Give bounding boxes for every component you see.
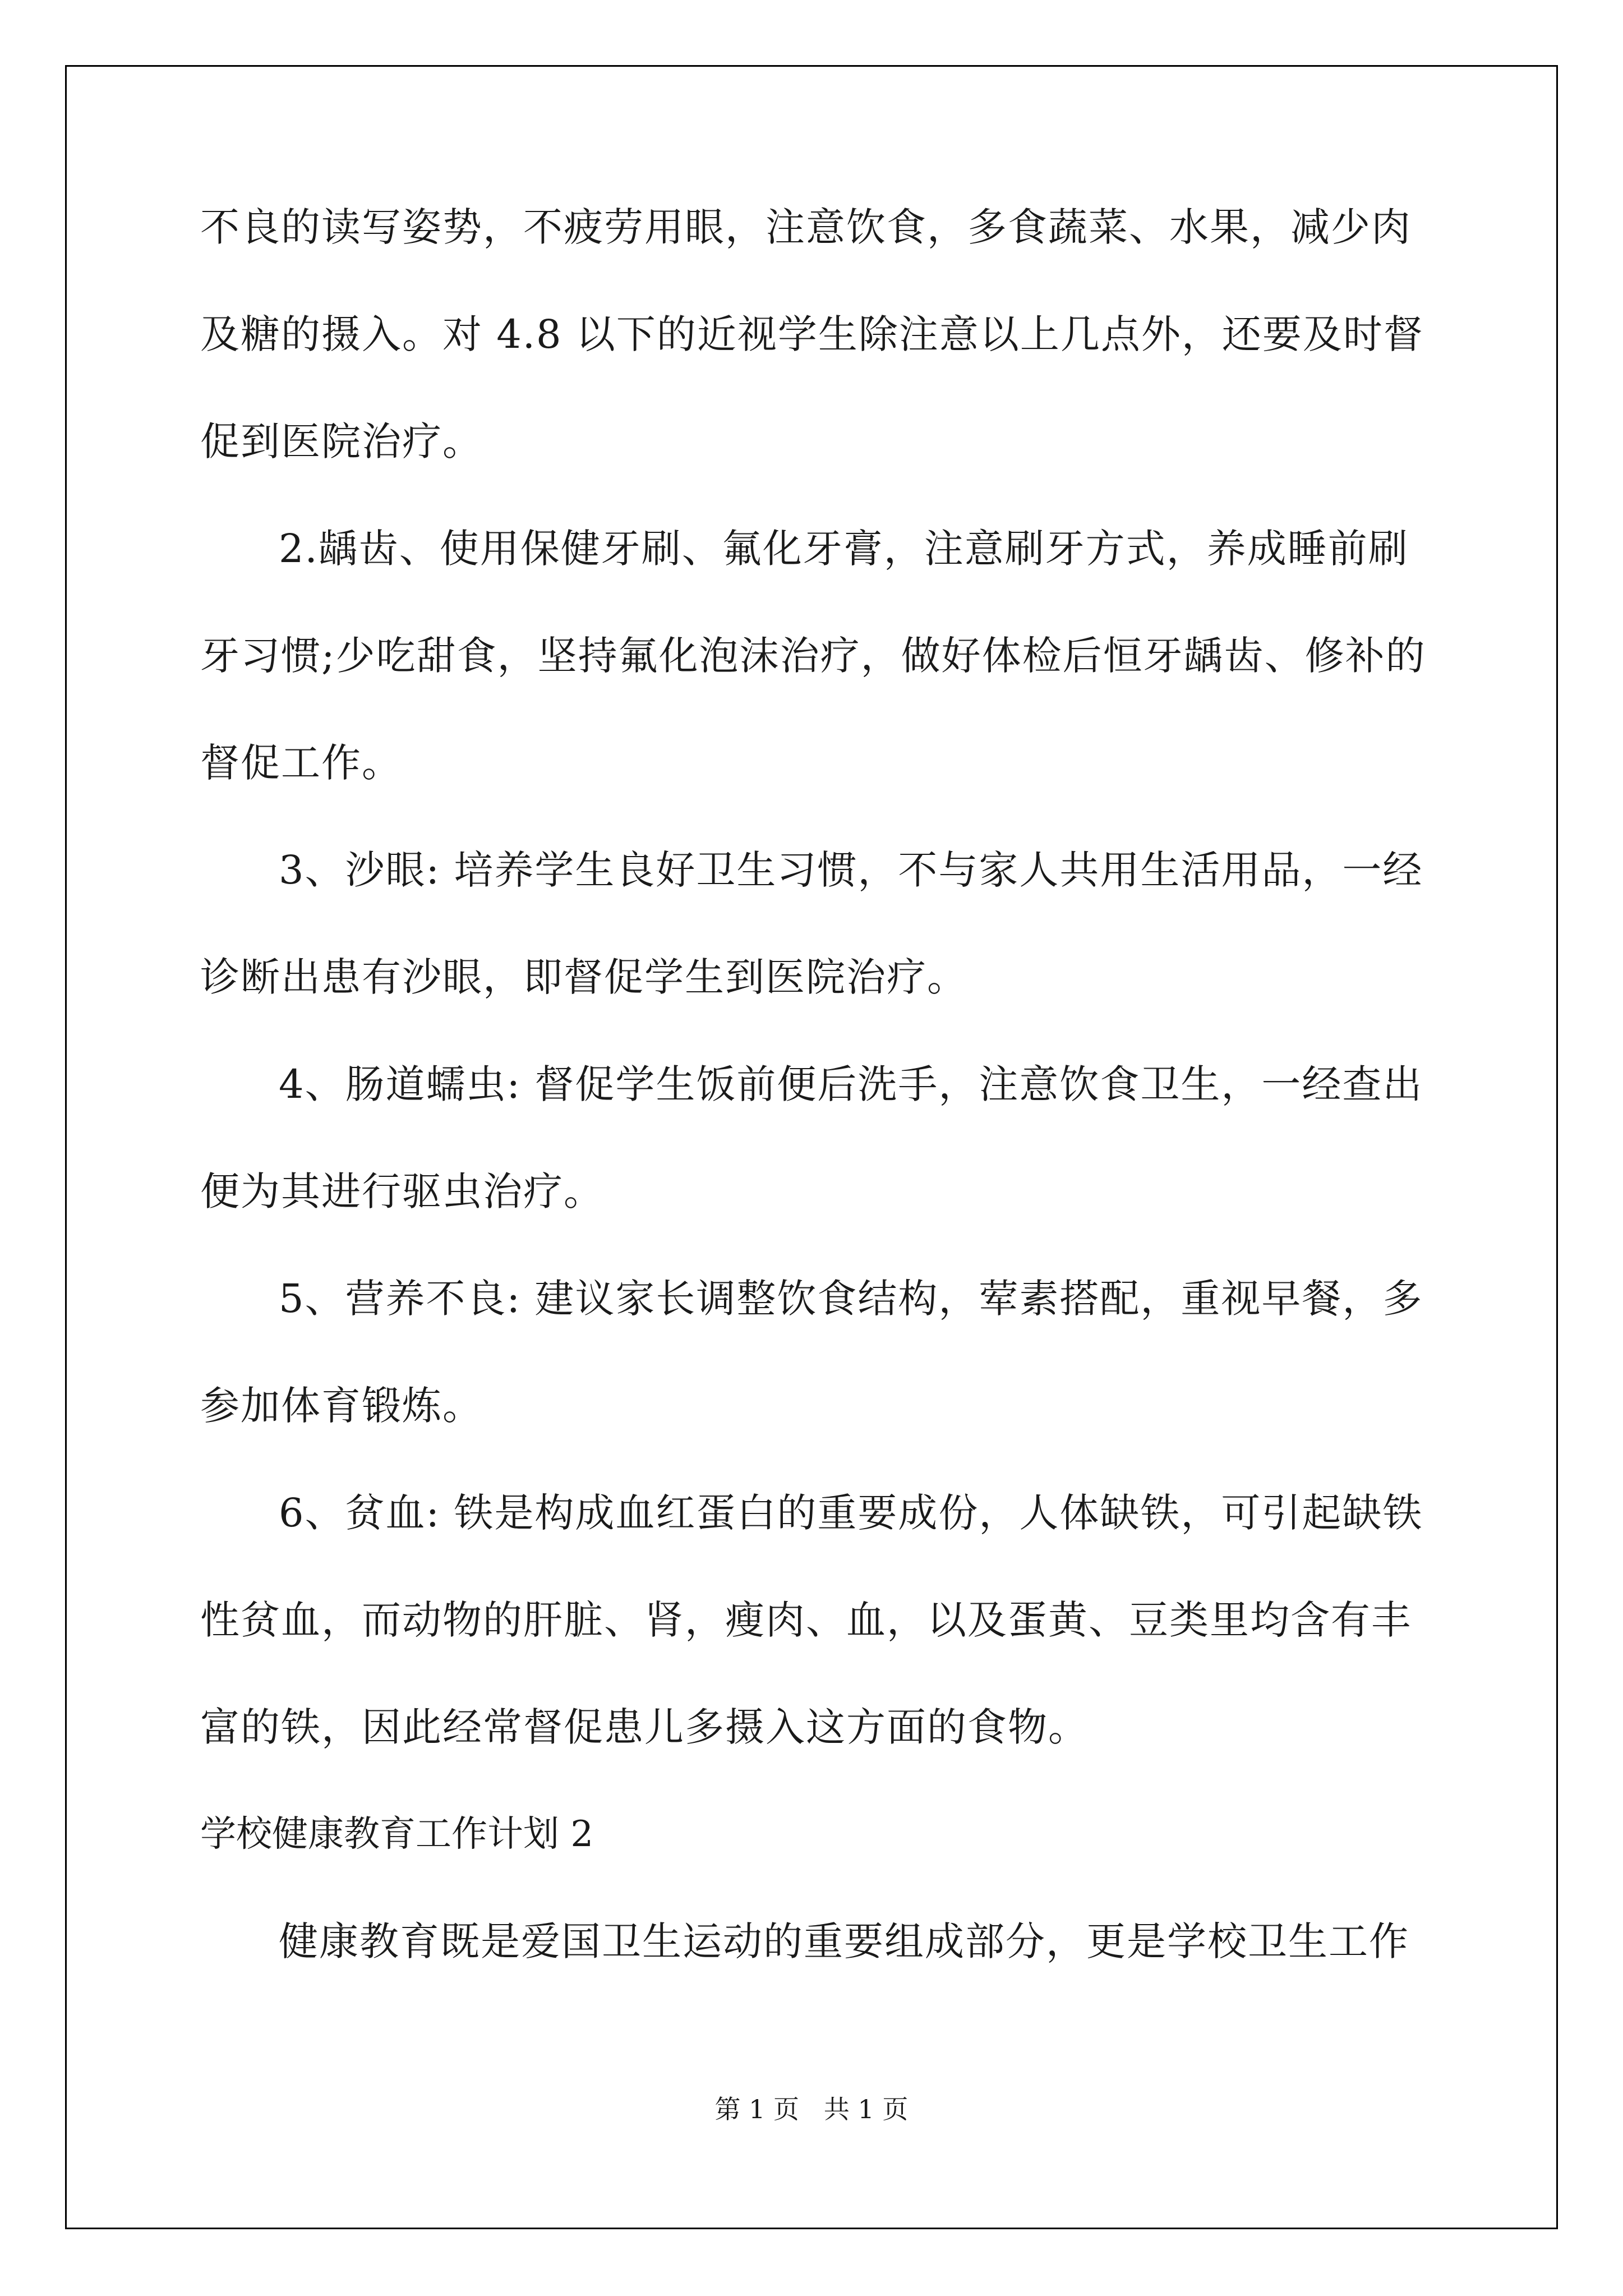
paragraph-line: 参加体育锻炼。 [200, 1383, 483, 1429]
paragraph-line: 2.龋齿、使用保健牙刷、氟化牙膏，注意刷牙方式，养成睡前刷 [279, 526, 1409, 572]
paragraph-line: 3、沙眼: 培养学生良好卫生习惯，不与家人共用生活用品，一经 [279, 847, 1423, 893]
document-body [200, 199, 1434, 2021]
paragraph-line: 便为其进行驱虫治疗。 [200, 1168, 604, 1214]
paragraph-line: 性贫血，而动物的肝脏、肾，瘦肉、血，以及蛋黄、豆类里均含有丰 [200, 1597, 1412, 1643]
paragraph-line: 健康教育既是爱国卫生运动的重要组成部分，更是学校卫生工作 [279, 1918, 1409, 1964]
paragraph-line: 牙习惯;少吃甜食，坚持氟化泡沫治疗，做好体检后恒牙龋齿、修补的 [200, 633, 1426, 679]
paragraph-line: 促到医院治疗。 [200, 418, 483, 464]
paragraph-line: 6、贫血: 铁是构成血红蛋白的重要成份，人体缺铁，可引起缺铁 [279, 1490, 1423, 1536]
paragraph-line: 5、营养不良: 建议家长调整饮食结构，荤素搭配，重视早餐，多 [279, 1276, 1423, 1322]
paragraph-line: 4、肠道蠕虫: 督促学生饭前便后洗手，注意饮食卫生，一经查出 [279, 1061, 1423, 1107]
paragraph-line: 不良的读写姿势，不疲劳用眼，注意饮食，多食蔬菜、水果，减少肉 [200, 204, 1412, 250]
paragraph-line: 督促工作。 [200, 740, 402, 786]
paragraph-line: 富的铁，因此经常督促患儿多摄入这方面的食物。 [200, 1704, 1089, 1750]
page-footer: 第 1 页 共 1 页 [714, 2094, 909, 2124]
paragraph-line: 及糖的摄入。对 4.8 以下的近视学生除注意以上几点外，还要及时督 [200, 311, 1424, 357]
section-heading: 学校健康教育工作计划 2 [200, 1814, 594, 1855]
paragraph-line: 诊断出患有沙眼，即督促学生到医院治疗。 [200, 954, 967, 1000]
